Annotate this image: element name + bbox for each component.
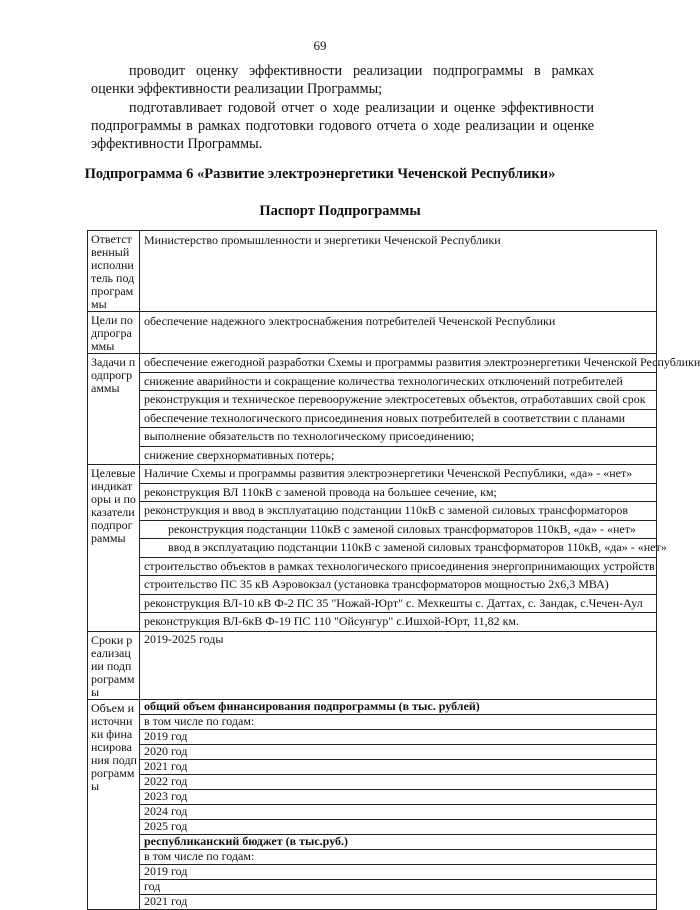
row-terms [88,631,657,699]
row-funding [88,699,657,909]
indicator-item: реконструкция ВЛ-6кВ Ф-19 ПС 110 "Ойсунгур" с.Ишхой-Юрт, 11,82 км. [144,614,520,628]
passport-table [87,230,700,910]
task-item: реконструкция и техническое перевооружение электросетевых объектов, отработавших свой срок [140,391,656,410]
label-tasks: Задачи подпрограммы [88,354,140,465]
funding-item: общий объем финансирования подпрограммы (в тыс. рублей) [140,700,656,715]
task-item: обеспечение ежегодной разработки Схемы и программы развития электроэнергетики Чеченской Республики [140,354,656,373]
value-responsible: Министерство промышленности и энергетики Чеченской Республики [144,233,501,247]
row-goals [88,312,657,354]
funding-item: 2025 год [140,820,656,835]
funding-item: в том числе по годам: [140,850,656,865]
funding-item: 2019 год [140,865,656,880]
page-number: 69 [313,38,327,53]
indicator-item: Наличие Схемы и программы развития электроэнергетики Чеченской Республики, «да» - «нет» [140,465,656,484]
label-terms: Сроки реализации подпрограммы [88,631,140,699]
funding-item: 2023 год [140,790,656,805]
task-item: выполнение обязательств по технологическому присоединению; [140,428,656,447]
funding-item: 2021 год [140,760,656,775]
funding-item: 2019 год [140,730,656,745]
funding-item: 2022 год [140,775,656,790]
funding-item: год [140,880,656,895]
label-responsible: Ответственный исполнитель подпрограммы [88,231,140,312]
indicator-item: ввод в эксплуатацию подстанции 110кВ с заменой силовых трансформаторов 110кВ, «да» - «нет» [140,539,656,558]
value-goals: обеспечение надежного электроснабжения потребителей Чеченской Республики [144,314,556,328]
funding-item: 2021 год [144,893,188,908]
task-item: снижение аварийности и сокращение количества технологических отключений потребителей [140,373,656,392]
task-item: снижение сверхнормативных потерь; [144,447,335,462]
funding-item: 2024 год [140,805,656,820]
funding-item: 2020 год [140,745,656,760]
indicator-item: строительство ПС 35 кВ Аэровокзал (установка трансформаторов мощностью 2х6,3 МВА) [140,576,656,595]
indicator-item: реконструкция подстанции 110кВ с заменой силовых трансформаторов 110кВ, «да» - «нет» [140,521,656,540]
label-indicators: Целевые индикаторы и показатели подпрограммы [88,465,140,632]
intro-paragraph-1: проводит оценку эффективности реализации подпрограммы в рамках оценки эффективности реализации Программы; [91,63,594,97]
subprogram-title: Подпрограмма 6 «Развитие электроэнергетики Чеченской Республики» [84,166,556,182]
task-item: обеспечение технологического присоединения новых потребителей в соответствии с планами [140,410,656,429]
indicator-item: реконструкция и ввод в эксплуатацию подстанции 110кВ с заменой силовых трансформаторов [140,502,656,521]
funding-item: в том числе по годам: [140,715,656,730]
row-responsible [88,231,657,312]
passport-title: Паспорт Подпрограммы [259,203,421,219]
indicator-item: реконструкция ВЛ-10 кВ Ф-2 ПС 35 "Ножай-Юрт" с. Мехкешты с. Даттах, с. Зандак, с.Чечен-Аул [140,595,656,614]
row-tasks [88,354,657,465]
indicator-item: реконструкция ВЛ 110кВ с заменой провода на большее сечение, км; [140,484,656,503]
funding-item: республиканский бюджет (в тыс.руб.) [140,835,656,850]
label-goals: Цели подпрограммы [88,312,140,354]
intro-paragraph-2: подготавливает годовой отчет о ходе реализации и оценке эффективности подпрограммы в рамках подготовки годового отчета о ходе реализации и оценке эффективности Программы. [91,100,594,152]
value-terms: 2019-2025 годы [144,631,224,646]
label-funding: Объем и источники финансирования подпрограммы [88,699,140,909]
indicator-item: строительство объектов в рамках технологического присоединения энергопринимающих устройств [140,558,656,577]
row-indicators [88,465,657,632]
